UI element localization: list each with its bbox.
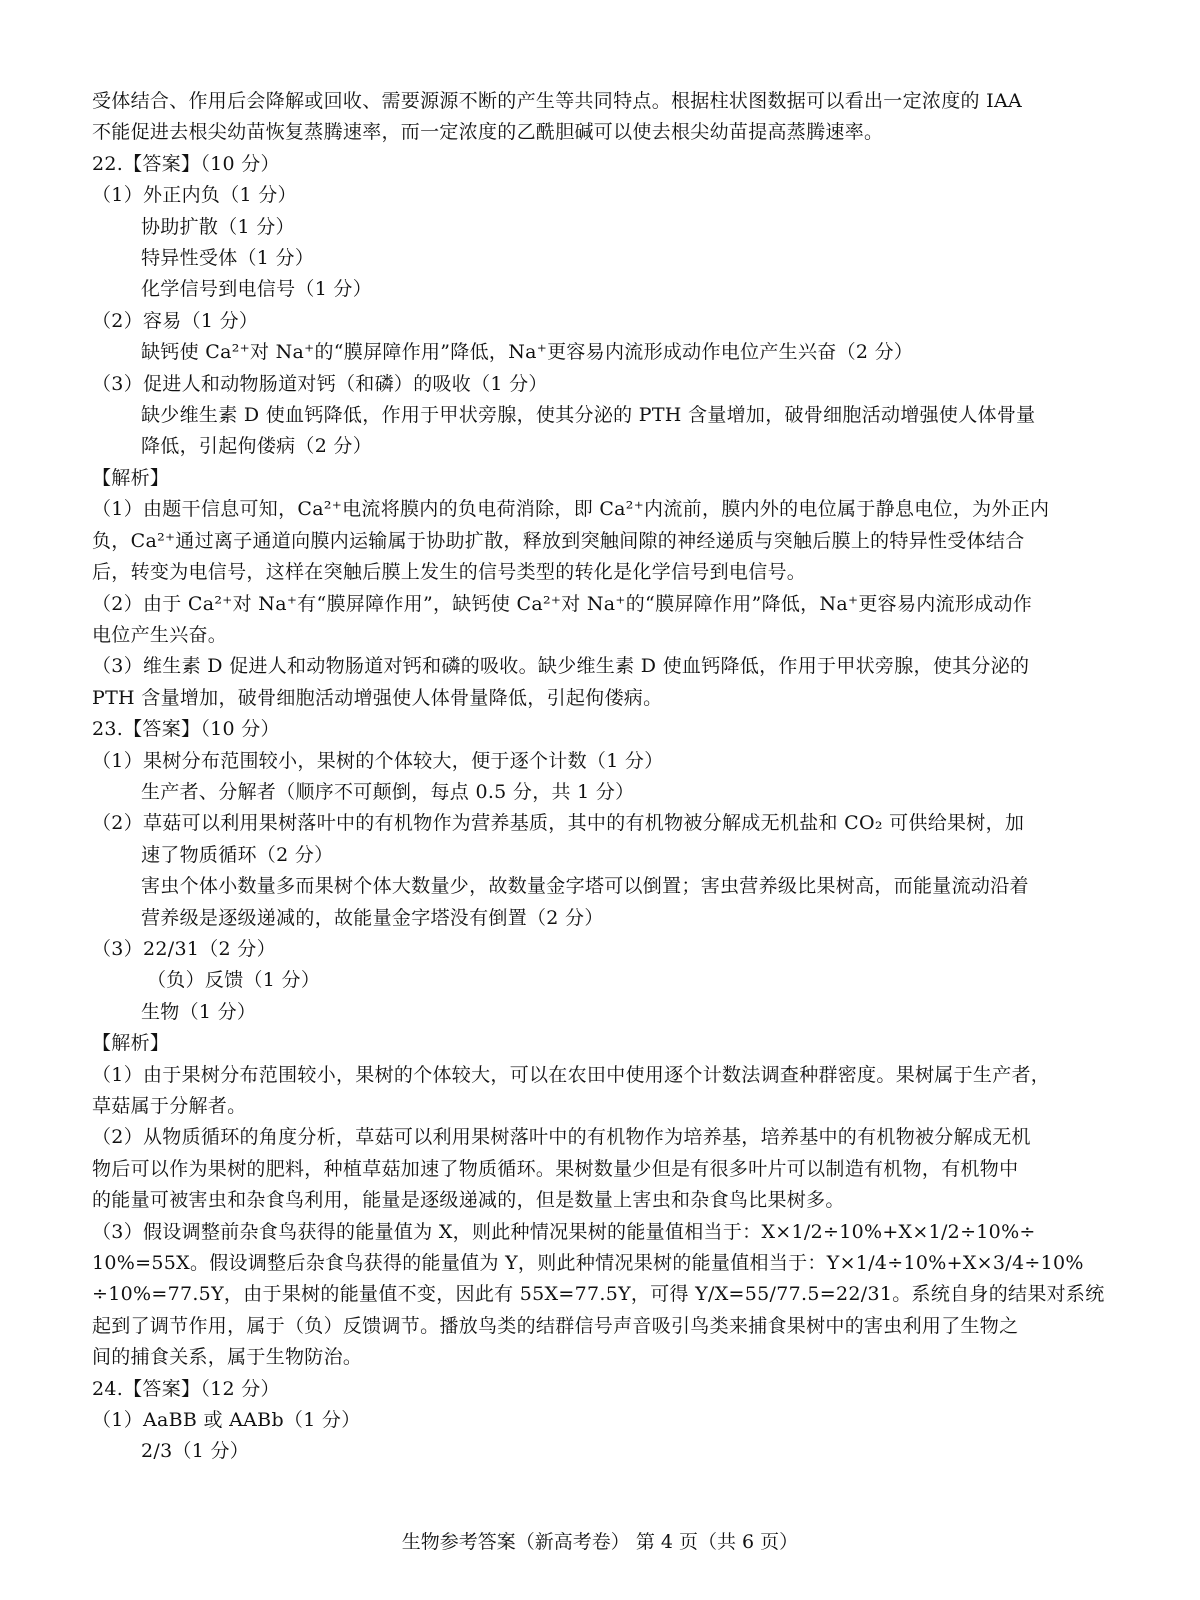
text-line: 2/3（1 分） [141, 1440, 250, 1463]
text-line: 化学信号到电信号（1 分） [141, 278, 373, 301]
text-line: 的能量可被害虫和杂食鸟利用，能量是逐级递减的，但是数量上害虫和杂食鸟比果树多。 [92, 1189, 845, 1212]
text-line: 缺钙使 Ca²⁺对 Na⁺的“膜屏障作用”降低，Na⁺更容易内流形成动作电位产生兴奋（2 分） [141, 341, 914, 364]
text-line: 降低，引起佝偻病（2 分） [141, 435, 373, 458]
text-line: PTH 含量增加，破骨细胞活动增强使人体骨量降低，引起佝偻病。 [92, 686, 663, 709]
text-line: 特异性受体（1 分） [141, 247, 315, 270]
text-line: 后，转变为电信号，这样在突触后膜上发生的信号类型的转化是化学信号到电信号。 [92, 561, 807, 584]
text-line: 间的捕食关系，属于生物防治。 [92, 1346, 363, 1369]
text-line: （1）果树分布范围较小，果树的个体较大，便于逐个计数（1 分） [92, 749, 664, 772]
text-line: 生产者、分解者（顺序不可颠倒，每点 0.5 分，共 1 分） [141, 780, 635, 803]
text-line: 协助扩散（1 分） [141, 215, 295, 238]
text-line: （2）从物质循环的角度分析，草菇可以利用果树落叶中的有机物作为培养基，培养基中的有机物被分解成无机 [92, 1126, 1031, 1149]
text-line: 【解析】 [92, 466, 170, 489]
text-line: 24.【答案】（12 分） [92, 1377, 280, 1400]
text-line: 电位产生兴奋。 [92, 623, 228, 646]
text-line: 害虫个体小数量多而果树个体大数量少，故数量金字塔可以倒置；害虫营养级比果树高，而能量流动沿着 [141, 875, 1029, 898]
text-line: ÷10%=77.5Y，由于果树的能量值不变，因此有 55X=77.5Y，可得 Y/X=55/77.5=22/31。系统自身的结果对系统 [92, 1283, 1105, 1306]
text-line: （2）草菇可以利用果树落叶中的有机物作为营养基质，其中的有机物被分解成无机盐和 CO₂ 可供给果树，加 [92, 812, 1025, 835]
text-line: （1）由题干信息可知，Ca²⁺电流将膜内的负电荷消除，即 Ca²⁺内流前，膜内外的电位属于静息电位，为外正内 [92, 498, 1050, 521]
text-line: （3）维生素 D 促进人和动物肠道对钙和磷的吸收。缺少维生素 D 使血钙降低，作用于甲状旁腺，使其分泌的 [92, 655, 1030, 678]
text-line: 起到了调节作用，属于（负）反馈调节。播放鸟类的结群信号声音吸引鸟类来捕食果树中的害虫利用了生物之 [92, 1314, 1019, 1337]
text-line: （3）22/31（2 分） [92, 937, 276, 960]
text-line: 受体结合、作用后会降解或回收、需要源源不断的产生等共同特点。根据柱状图数据可以看出一定浓度的 IAA [92, 90, 1022, 112]
text-line: （3）假设调整前杂食鸟获得的能量值为 X，则此种情况果树的能量值相当于：X×1/2÷10%+X×1/2÷10%÷ [92, 1220, 1036, 1243]
text-line: 10%=55X。假设调整后杂食鸟获得的能量值为 Y，则此种情况果树的能量值相当于：Y×1/4÷10%+X×3/4÷10% [92, 1252, 1084, 1275]
text-line: 【解析】 [92, 1032, 170, 1055]
document-body [92, 86, 1122, 1468]
text-line: （1）由于果树分布范围较小，果树的个体较大，可以在农田中使用逐个计数法调查种群密度。果树属于生产者， [92, 1063, 1051, 1086]
page-footer: 生物参考答案（新高考卷） 第 4 页（共 6 页） [401, 1531, 799, 1553]
text-line: （2）由于 Ca²⁺对 Na⁺有“膜屏障作用”，缺钙使 Ca²⁺对 Na⁺的“膜屏障作用”降低，Na⁺更容易内流形成动作 [92, 592, 1033, 615]
text-line: （负）反馈（1 分） [147, 969, 321, 992]
text-line: 草菇属于分解者。 [92, 1095, 247, 1117]
text-line: 23.【答案】（10 分） [92, 718, 280, 741]
text-line: （1）外正内负（1 分） [92, 184, 297, 207]
text-line: 速了物质循环（2 分） [141, 843, 334, 866]
text-line: 生物（1 分） [141, 1000, 257, 1023]
text-line: 物后可以作为果树的肥料，种植草菇加速了物质循环。果树数量少但是有很多叶片可以制造有机物，有机物中 [92, 1157, 1019, 1180]
text-line: （1）AaBB 或 AABb（1 分） [92, 1409, 361, 1432]
text-line: 缺少维生素 D 使血钙降低，作用于甲状旁腺，使其分泌的 PTH 含量增加，破骨细胞活动增强使人体骨量 [141, 404, 1036, 427]
text-line: （3）促进人和动物肠道对钙（和磷）的吸收（1 分） [92, 372, 548, 395]
text-line: 22.【答案】（10 分） [92, 152, 280, 175]
text-line: 负，Ca²⁺通过离子通道向膜内运输属于协助扩散，释放到突触间隙的神经递质与突触后膜上的特异性受体结合 [92, 529, 1025, 552]
text-line: （2）容易（1 分） [92, 309, 259, 332]
text-line: 营养级是逐级递减的，故能量金字塔没有倒置（2 分） [141, 906, 604, 929]
text-line: 不能促进去根尖幼苗恢复蒸腾速率，而一定浓度的乙酰胆碱可以使去根尖幼苗提高蒸腾速率。 [92, 121, 884, 144]
